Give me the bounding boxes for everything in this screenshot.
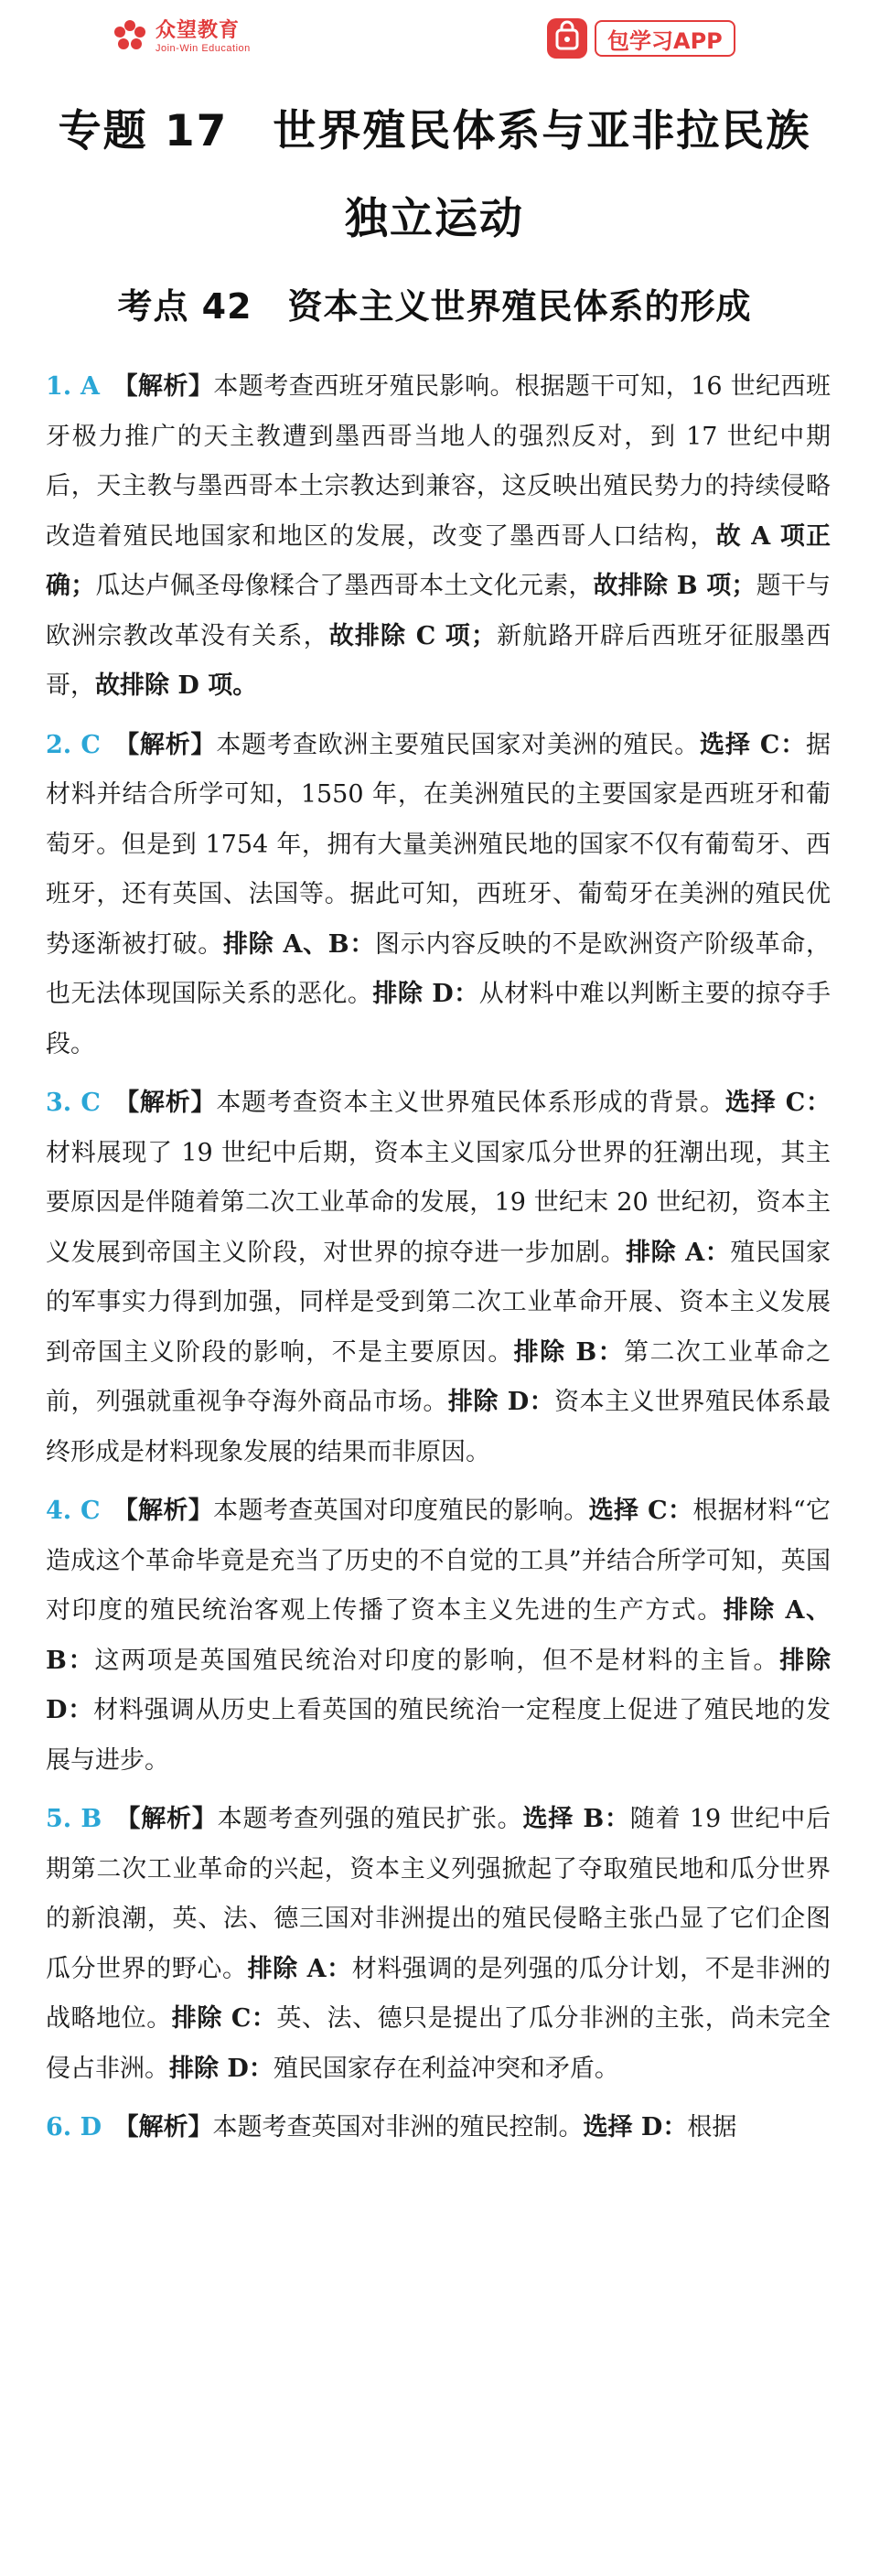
answer-key-phrase: 故 A 项正确； [46, 521, 831, 600]
answer-key-phrase: 故排除 D 项。 [95, 671, 258, 700]
answer-number: 2. C [46, 730, 101, 759]
answer-text: 本题考查欧洲主要殖民国家对美洲的殖民。 [216, 730, 701, 759]
answer-key-phrase: 选择 C： [588, 1497, 693, 1525]
answer-text: 资本主义世界殖民体系最终形成是材料现象发展的结果而非原因。 [46, 1388, 831, 1466]
answer-item [46, 721, 831, 1070]
app-label-box [595, 20, 735, 57]
brand-name: 众望教育 [156, 18, 241, 42]
answer-key-phrase: 排除 A： [247, 1954, 352, 1983]
answer-text: 根据 [687, 2113, 737, 2141]
answer-paragraph [46, 2103, 831, 2153]
section-subtitle: 考点 42 资本主义世界殖民体系的形成 [117, 286, 752, 327]
bag-icon [547, 18, 587, 59]
answer-text: 随着 19 世纪中后期第二次工业革命的兴起，资本主义列强掀起了夺取殖民地和瓜分世界的新浪潮，英、法、德三国对非洲提出的殖民侵略主张凸显了它们企图瓜分世界的野心。 [46, 1805, 831, 1983]
answer-paragraph [46, 1079, 831, 1477]
answer-key-phrase: 排除 D： [46, 1646, 831, 1724]
app-label: 包学习APP [607, 27, 723, 54]
answer-text: 材料强调从历史上看英国的殖民统治一定程度上促进了殖民地的发展与进步。 [46, 1696, 831, 1775]
answer-text: 材料强调的是列强的瓜分计划，不是非洲的战略地位。 [46, 1954, 831, 2033]
answer-text: 瓜达卢佩圣母像糅合了墨西哥本土文化元素， [95, 572, 594, 600]
brand-logo-group [110, 16, 251, 57]
answer-item [46, 1795, 831, 2094]
answer-text: 英、法、德只是提出了瓜分非洲的主张，尚未完全侵占非洲。 [46, 2004, 831, 2083]
app-icon [547, 18, 587, 59]
answer-key-phrase: 排除 A： [626, 1238, 731, 1267]
answer-key-phrase: 选择 C： [700, 730, 807, 759]
answer-paragraph [46, 721, 831, 1070]
answer-text: 本题考查资本主义世界殖民体系形成的背景。 [216, 1089, 725, 1117]
brand-english-name: Join-Win Education [156, 42, 251, 54]
answer-item [46, 1079, 831, 1477]
answer-paragraph [46, 1795, 831, 2094]
app-badge [547, 16, 763, 60]
answer-key-phrase: 排除 A、B： [222, 929, 376, 959]
analysis-tag: 【解析】 [125, 1497, 214, 1525]
page-title [0, 102, 869, 161]
answer-key-phrase: 排除 D： [372, 980, 479, 1008]
answer-text: 本题考查列强的殖民扩张。 [217, 1805, 523, 1833]
answer-list [46, 362, 831, 2163]
answer-text: 本题考查英国对印度殖民的影响。 [213, 1497, 589, 1525]
analysis-tag: 【解析】 [127, 1805, 218, 1833]
answer-item [46, 362, 831, 712]
answer-text: 这两项是英国殖民统治对印度的影响，但不是材料的主旨。 [94, 1646, 780, 1675]
answer-key-phrase: 排除 C： [171, 2004, 277, 2033]
answer-text: 从材料中难以判断主要的掠夺手段。 [46, 980, 831, 1058]
answer-key-phrase: 选择 B： [522, 1805, 630, 1833]
answer-number: 6. D [46, 2113, 102, 2141]
analysis-tag: 【解析】 [124, 372, 214, 401]
analysis-tag: 【解析】 [126, 1089, 217, 1117]
answer-text: 据材料并结合所学可知，1550 年，在美洲殖民的主要国家是西班牙和葡萄牙。但是到 1754 年，拥有大量美洲殖民地的国家不仅有葡萄牙、西班牙，还有英国、法国等。据此可知，西班牙、葡萄牙在美洲的殖民优势逐渐被打破。 [46, 730, 831, 959]
answer-text: 本题考查西班牙殖民影响。根据题干可知，16 世纪西班牙极力推广的天主教遭到墨西哥当地人的强烈反对，到 17 世纪中期后，天主教与墨西哥本土宗教达到兼容，这反映出殖民势力的持续侵略改造着殖民地国家和地区的发展，改变了墨西哥人口结构， [46, 372, 831, 551]
answer-item [46, 2103, 831, 2153]
answer-text: 殖民国家存在利益冲突和矛盾。 [273, 2054, 619, 2083]
answer-key-phrase: 排除 D： [169, 2054, 274, 2083]
answer-paragraph [46, 1487, 831, 1786]
answer-text: 本题考查英国对非洲的殖民控制。 [212, 2113, 584, 2141]
answer-paragraph [46, 362, 831, 712]
answer-key-phrase: 故排除 B 项； [593, 572, 756, 600]
answer-text: 殖民国家的军事实力得到加强，同样是受到第二次工业革命开展、资本主义发展到帝国主义阶段的影响，不是主要原因。 [46, 1238, 831, 1367]
answer-text: 材料展现了 19 世纪中后期，资本主义国家瓜分世界的狂潮出现，其主要原因是伴随着第二次工业革命的发展，19 世纪末 20 世纪初，资本主义发展到帝国主义阶段，对世界的掠夺进一步加剧。 [46, 1138, 831, 1267]
answer-number: 4. C [46, 1497, 101, 1525]
answer-text: 图示内容反映的不是欧洲资产阶级革命，也无法体现国际关系的恶化。 [46, 929, 831, 1008]
answer-number: 5. B [46, 1805, 102, 1833]
answer-text: 题干与欧洲宗教改革没有关系， [46, 572, 831, 650]
answer-key-phrase: 选择 C： [724, 1089, 831, 1117]
answer-key-phrase: 故排除 C 项； [328, 621, 496, 650]
answer-number: 3. C [46, 1089, 101, 1117]
analysis-tag: 【解析】 [126, 730, 217, 759]
answer-key-phrase: 排除 B： [513, 1337, 625, 1367]
answer-text: 根据材料“它造成这个革命毕竟是充当了历史的不自觉的工具”并结合所学可知，英国对印度的殖民统治客观上传播了资本主义先进的生产方式。 [46, 1497, 831, 1625]
answer-key-phrase: 选择 D： [583, 2113, 688, 2141]
brand-text [156, 19, 251, 55]
flower-logo-icon [110, 16, 150, 57]
answer-text: 新航路开辟后西班牙征服墨西哥， [46, 621, 831, 700]
header [0, 0, 869, 82]
analysis-tag: 【解析】 [126, 2113, 213, 2141]
answer-number: 1. A [46, 372, 101, 401]
answer-text: 第二次工业革命之前，列强就重视争夺海外商品市场。 [46, 1337, 831, 1416]
title-line-1: 专题 17 世界殖民体系与亚非拉民族 [58, 106, 811, 156]
answer-key-phrase: 排除 D： [447, 1388, 555, 1416]
answer-key-phrase: 排除 A、B： [46, 1596, 831, 1675]
answer-item [46, 1487, 831, 1786]
title-line-2: 独立运动 [345, 194, 524, 244]
